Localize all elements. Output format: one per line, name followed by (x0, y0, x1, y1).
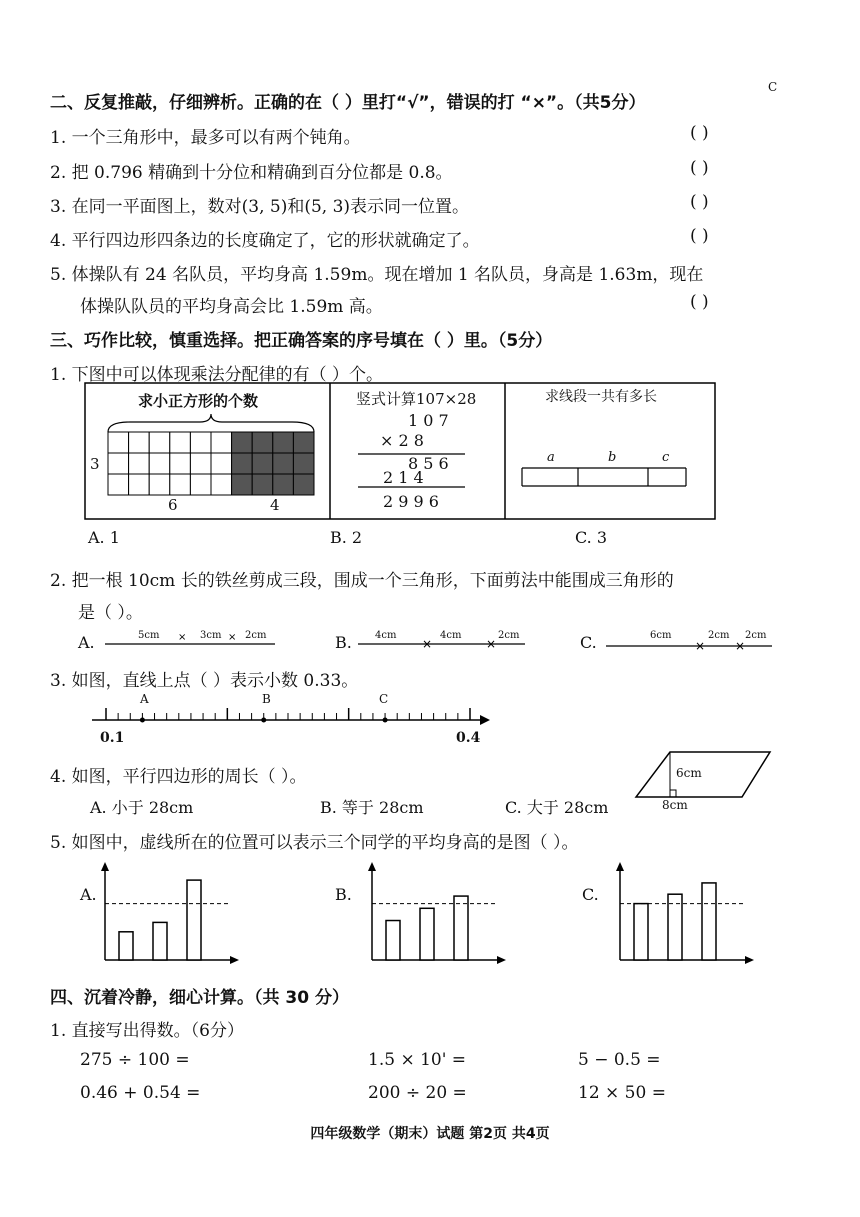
calc-row: 1 0 7 (408, 411, 449, 430)
s3-q5-text: 5. 如图中，虚线所在的位置可以表示三个同学的平均身高的是图（ ）。 (50, 833, 579, 853)
s2-answer-1[interactable]: ( ) (690, 123, 709, 143)
q1-option-a[interactable]: A. 1 (88, 528, 120, 547)
chart-bar (454, 896, 468, 960)
s2-item-2: 2. 把 0.796 精确到十分位和精确到百分位都是 0.8。 (50, 163, 453, 183)
s3-q1-text: 1. 下图中可以体现乘法分配律的有（ ）个。 (50, 365, 384, 385)
s2-answer-3[interactable]: ( ) (690, 192, 709, 212)
chart-y-arrow (368, 862, 376, 871)
chart-bar (420, 908, 434, 960)
number-line-start: 0.1 (100, 730, 125, 746)
s2-item-1: 1. 一个三角形中，最多可以有两个钝角。 (50, 128, 361, 148)
chart-bar (634, 904, 648, 960)
chart-x-arrow (230, 956, 239, 964)
s3-q4-text: 4. 如图，平行四边形的周长（ ）。 (50, 767, 307, 787)
q1-panel1-title: 求小正方形的个数 (138, 392, 259, 410)
calc-item: 1.5 × 10' = (368, 1050, 467, 1070)
s2-answer-2[interactable]: ( ) (690, 158, 709, 178)
calc-row: 8 5 6 (408, 454, 449, 473)
s2-answer-4[interactable]: ( ) (690, 226, 709, 246)
page-footer: 四年级数学（期末）试题 第2页 共4页 (310, 1126, 550, 1142)
chart-y-arrow (616, 862, 624, 871)
q1-panel1-left: 3 (90, 455, 100, 473)
svg-text:×: × (178, 632, 187, 643)
svg-text:×: × (228, 632, 237, 643)
svg-text:×: × (486, 637, 497, 651)
s3-q2-text2: 是（ ）。 (78, 603, 143, 623)
calc-item: 0.46 + 0.54 = (80, 1083, 201, 1103)
q2-option-a[interactable]: A. (78, 633, 95, 652)
q2-option-b[interactable]: B. (335, 633, 352, 652)
q5-option-b[interactable]: B. (335, 885, 352, 904)
chart-x-arrow (745, 956, 754, 964)
q4-option-a[interactable]: A. 小于 28cm (90, 798, 194, 817)
point-b-label: B (262, 692, 271, 706)
q4-option-b[interactable]: B. 等于 28cm (320, 798, 424, 817)
s3-q3-text: 3. 如图，直线上点（ ）表示小数 0.33。 (50, 671, 359, 691)
corner-mark: C (768, 80, 778, 94)
q2-a-seg3: 2cm (245, 630, 267, 641)
section4-title: 四、沉着冷静，细心计算。（共 30 分） (50, 988, 349, 1008)
calc-item: 5 − 0.5 = (578, 1050, 661, 1070)
calc-row: 2 9 9 6 (383, 492, 439, 511)
calc-item: 275 ÷ 100 = (80, 1050, 190, 1070)
seg-label-c: c (662, 450, 670, 465)
calc-row: × 2 8 (380, 431, 424, 450)
s2-item-5: 5. 体操队有 24 名队员，平均身高 1.59m。现在增加 1 名队员，身高是 1.63m，现在 (50, 265, 704, 285)
svg-text:×: × (695, 639, 706, 653)
svg-text:×: × (422, 637, 433, 651)
q5-option-a[interactable]: A. (80, 885, 97, 904)
chart-bar (119, 932, 133, 960)
chart-y-arrow (101, 862, 109, 871)
seg-label-a: a (547, 450, 555, 465)
point-c-label: C (379, 692, 389, 706)
chart-bar (386, 921, 400, 960)
q1-panel3-title: 求线段一共有多长 (545, 389, 657, 405)
q2-c-seg1: 6cm (650, 630, 672, 641)
s2-answer-5[interactable]: ( ) (690, 292, 709, 312)
s2-item-3: 3. 在同一平面图上，数对(3, 5)和(5, 3)表示同一位置。 (50, 197, 470, 217)
q2-a-seg2: 3cm (200, 630, 222, 641)
chart-bar (153, 922, 167, 960)
section4-sub: 1. 直接写出得数。（6分） (50, 1021, 244, 1041)
chart-x-arrow (497, 956, 506, 964)
q2-a-seg1: 5cm (138, 630, 160, 641)
q2-c-seg2: 2cm (708, 630, 730, 641)
q2-b-seg1: 4cm (375, 630, 397, 641)
calc-item: 12 × 50 = (578, 1083, 666, 1103)
parallelogram-base: 8cm (662, 798, 688, 812)
q2-b-seg3: 2cm (498, 630, 520, 641)
chart-bar (187, 880, 201, 960)
q1-option-b[interactable]: B. 2 (330, 528, 363, 547)
q2-c-seg3: 2cm (745, 630, 767, 641)
chart-bar (702, 883, 716, 960)
q5-option-c[interactable]: C. (582, 885, 599, 904)
q1-panel2-title: 竖式计算107×28 (356, 390, 477, 408)
seg-label-b: b (608, 450, 617, 465)
q1-panel1-b1: 6 (168, 496, 178, 514)
calc-row: 2 1 4 (383, 468, 424, 487)
s3-q2-text: 2. 把一根 10cm 长的铁丝剪成三段，围成一个三角形，下面剪法中能围成三角形的 (50, 571, 674, 591)
q1-option-c[interactable]: C. 3 (575, 528, 608, 547)
q2-b-seg2: 4cm (440, 630, 462, 641)
s2-item-4: 4. 平行四边形四条边的长度确定了，它的形状就确定了。 (50, 231, 480, 251)
section3-title: 三、巧作比较，慎重选择。把正确答案的序号填在（ ）里。（5分） (50, 331, 553, 351)
s2-item-5-cont: 体操队队员的平均身高会比 1.59m 高。 (80, 297, 383, 317)
q2-option-c[interactable]: C. (580, 633, 597, 652)
section2-title: 二、反复推敲，仔细辨析。正确的在（ ）里打“√”，错误的打 “×”。（共5分） (50, 93, 646, 113)
svg-text:×: × (735, 639, 746, 653)
calc-item: 200 ÷ 20 = (368, 1083, 467, 1103)
q4-option-c[interactable]: C. 大于 28cm (505, 798, 609, 817)
q1-panel1-b2: 4 (270, 496, 280, 514)
parallelogram-height: 6cm (676, 766, 702, 780)
point-a-label: A (140, 692, 149, 706)
number-line-end: 0.4 (456, 730, 481, 746)
